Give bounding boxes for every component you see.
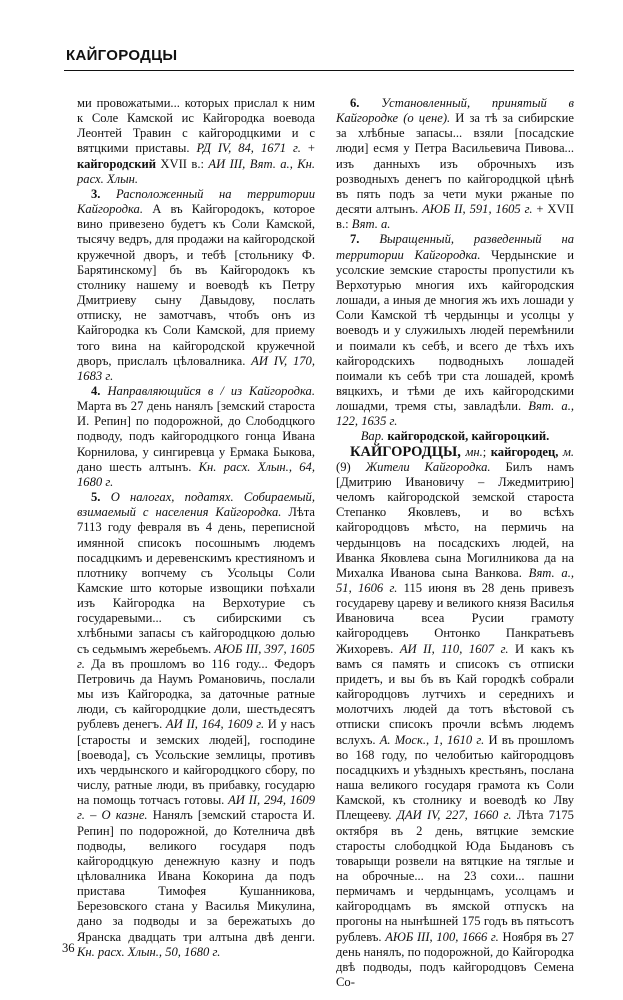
right-column bbox=[336, 96, 574, 990]
header-title: КАЙГОРОДЦЫ bbox=[66, 47, 178, 64]
entry-paragraph: ми провожатыми... которых прислал к ним к Соле Камской ис Кайгородка воевода Леонтей Травин с кайгородцкими и с вятцкими приставы. РД IV, 84, 1671 г. + кайгородский XVII в.: АИ III, Вят. а., Кн. расх. Хлын. bbox=[77, 96, 316, 186]
header-rule bbox=[64, 70, 574, 71]
variant-line: Вар. кайгородской, кайгороцкий. bbox=[360, 429, 550, 444]
entry-paragraph: 3. Расположенный на территории Кайгородка. А въ Кайгородокъ, которое вино привезено будетъ къ Соли Камской, тысячу ведръ, для продажи на кайгородской кружечной дворъ, и тебѣ [стольнику Ф. Барятинскому] бъ въ Кайгородокъ къ столнику нашему и воеводѣ къ Петру Дмитриеву сыну Давыдову, послать отписку, не замотчавъ, чтобъ онъ из Кайгородка къ Соли Камской, для приему того вина на кайгородской кружечной дворъ, прислалъ цѣловалника. АИ IV, 170, 1683 г. bbox=[77, 186, 315, 383]
page-number: 36 bbox=[62, 941, 75, 955]
left-column bbox=[77, 96, 315, 960]
running-header bbox=[64, 48, 574, 64]
entry-paragraph: 5. О налогах, податях. Собираемый, взимаемый с населения Кайгородка. Лѣта 7113 году февраля въ 4 день, переписной имянной списокъ посошнымъ людемъ посадцкимъ и деревенскимъ крестияномъ и плотнику вопчему съ Усольцы Соли Камские што которые извощики поѣхали изъ Кайгородка на Верхотурие съ государевыми... съ сибирскими съ хлѣбными запасы съ кайгородцкою долью съ седьмымъ жеребьемъ. АЮБ III, 397, 1605 г. Да въ прошломъ во 116 году... Федоръ Петровичь да Наумъ Романовичь, послали мы изъ Кайгородка, за даточные ратные люди, съ кайгородцкие доли, шестьдесятъ рублевъ денегъ. АИ II, 164, 1609 г. И у насъ [старосты и земских людей], господине [воевода], съ Усольские землицы, противъ ихъ чердынского и кайгородцкого сбору, по числу, ратные люди, въ прибавку, государю на помощь тотчасъ готовы. АИ II, 294, 1609 г. – О казне. Нанялъ [земский староста И. Репин] по подорожной, до Котелнича двѣ подводы, великого государя подъ кайгородцкую денежную казну и подъ цѣловалника Ивана Кокорина да подъ пристава Тимофея Кушанникова, Березовского стана у Василья Микулина, дано за подводы и за бережатыхъ до Яранска двадцать три алтына двѣ денги. Кн. расх. Хлын., 50, 1680 г. bbox=[77, 490, 316, 959]
entry-paragraph: 7. Выращенный, разведенный на территории Кайгородка. Чердынские и усолские земские старосты пропустили къ Верхотурью многия ихъ кайгородския лошади, а иныя де многия жъ ихъ лошади у Соли Камской тѣ чердынцы и усолцы у воеводъ и у служилыхъ людей перемѣнили и поимали къ себѣ, и всего де тѣхъ ихъ кайгородскихъ подводныхъ лошадей поимали къ себѣ три ста лошадей, кромѣ вяцкихъ, и тѣми де ихъ кайгородскими лошадми, тремя сты, завладѣли. Вят. а., 122, 1635 г. bbox=[336, 232, 574, 429]
entry-paragraph: 6. Установленный, принятый в Кайгородке (о цене). И за тѣ за сибирские за хлѣбные запасы... взяли [посадские люди] есмя у Петра Васильевича Пивова... изъ данныхъ изъ оброчныхъ изъ розводныхъ денегъ по кайгородцкой цѣнѣ въ пять подъ за чети муки ржаные по десяти алтынъ. АЮБ II, 591, 1605 г. + XVII в.: Вят. а. bbox=[336, 96, 575, 232]
entry-paragraph: КАЙГОРОДЦЫ, мн.; кайгородец, м. (9) Жители Кайгородка. Билъ намъ [Дмитрию Ивановичу – Лжедмитрию] челомъ кайгородской земской староста Степанко Яковлевъ, и во всѣхъ кайгородцовъ мѣсто, на пермичь на чердынцовъ на посадскихъ людей, на Иванка Яковлева сына Могилникова да на Михалка Иванова сына Ванкова. Вят. а., 51, 1606 г. 115 июня въ 28 день привезъ государеву цареву и великого князя Василья Ивановича всеа Русии грамоту кайгородцевъ Онтонко Панкратьевъ Жихоревъ. АИ II, 110, 1607 г. И какъ къ вамъ ся память и списокъ съ отписки придетъ, и вы бъ въ Кай городкѣ собрали кайгородцовъ лутчихъ и середнихъ и молотчихъ людей да тотъ вѣстовой съ отписки списокъ прочли всѣмъ людемъ вслухъ. А. Моск., 1, 1610 г. И въ прошломъ во 168 году, по челобитью кайгородцовъ посадцкихъ и уѣздныхъ крестьянъ, послана наша великого государя грамота къ Соли Камской, къ столнику и воеводѣ ко Лву Плещееву. ДАИ IV, 227, 1660 г. Лѣта 7175 октября въ 2 день, вятцкие земские старосты слободцкой Юда Быдановъ съ товарыщи розвели на вятцкие на тяглые и на оброчные... на 23 сохи... пашни пермичамъ и чердынцамъ, усолцамъ и кайгородцамъ въ ямской отпускъ на прогоны на нынѣшней 175 годъ въ пятьсотъ рублевъ. АЮБ III, 100, 1666 г. Ноября въ 27 день нанялъ, по подорожной, до Кайгородка двѣ подводы, подъ кайгородцовъ Семена Со- bbox=[336, 443, 575, 990]
entry-paragraph: 4. Направляющийся в / из Кайгородка. Марта въ 27 день нанялъ [земский староста И. Репин] по подорожной, до Слободцкого подводу, подъ кайгородцкого гонца Ивана Корнилова, у сингиревца у Ермака Быкова, дано шесть алтынъ. Кн. расх. Хлын., 64, 1680 г. bbox=[77, 383, 316, 489]
